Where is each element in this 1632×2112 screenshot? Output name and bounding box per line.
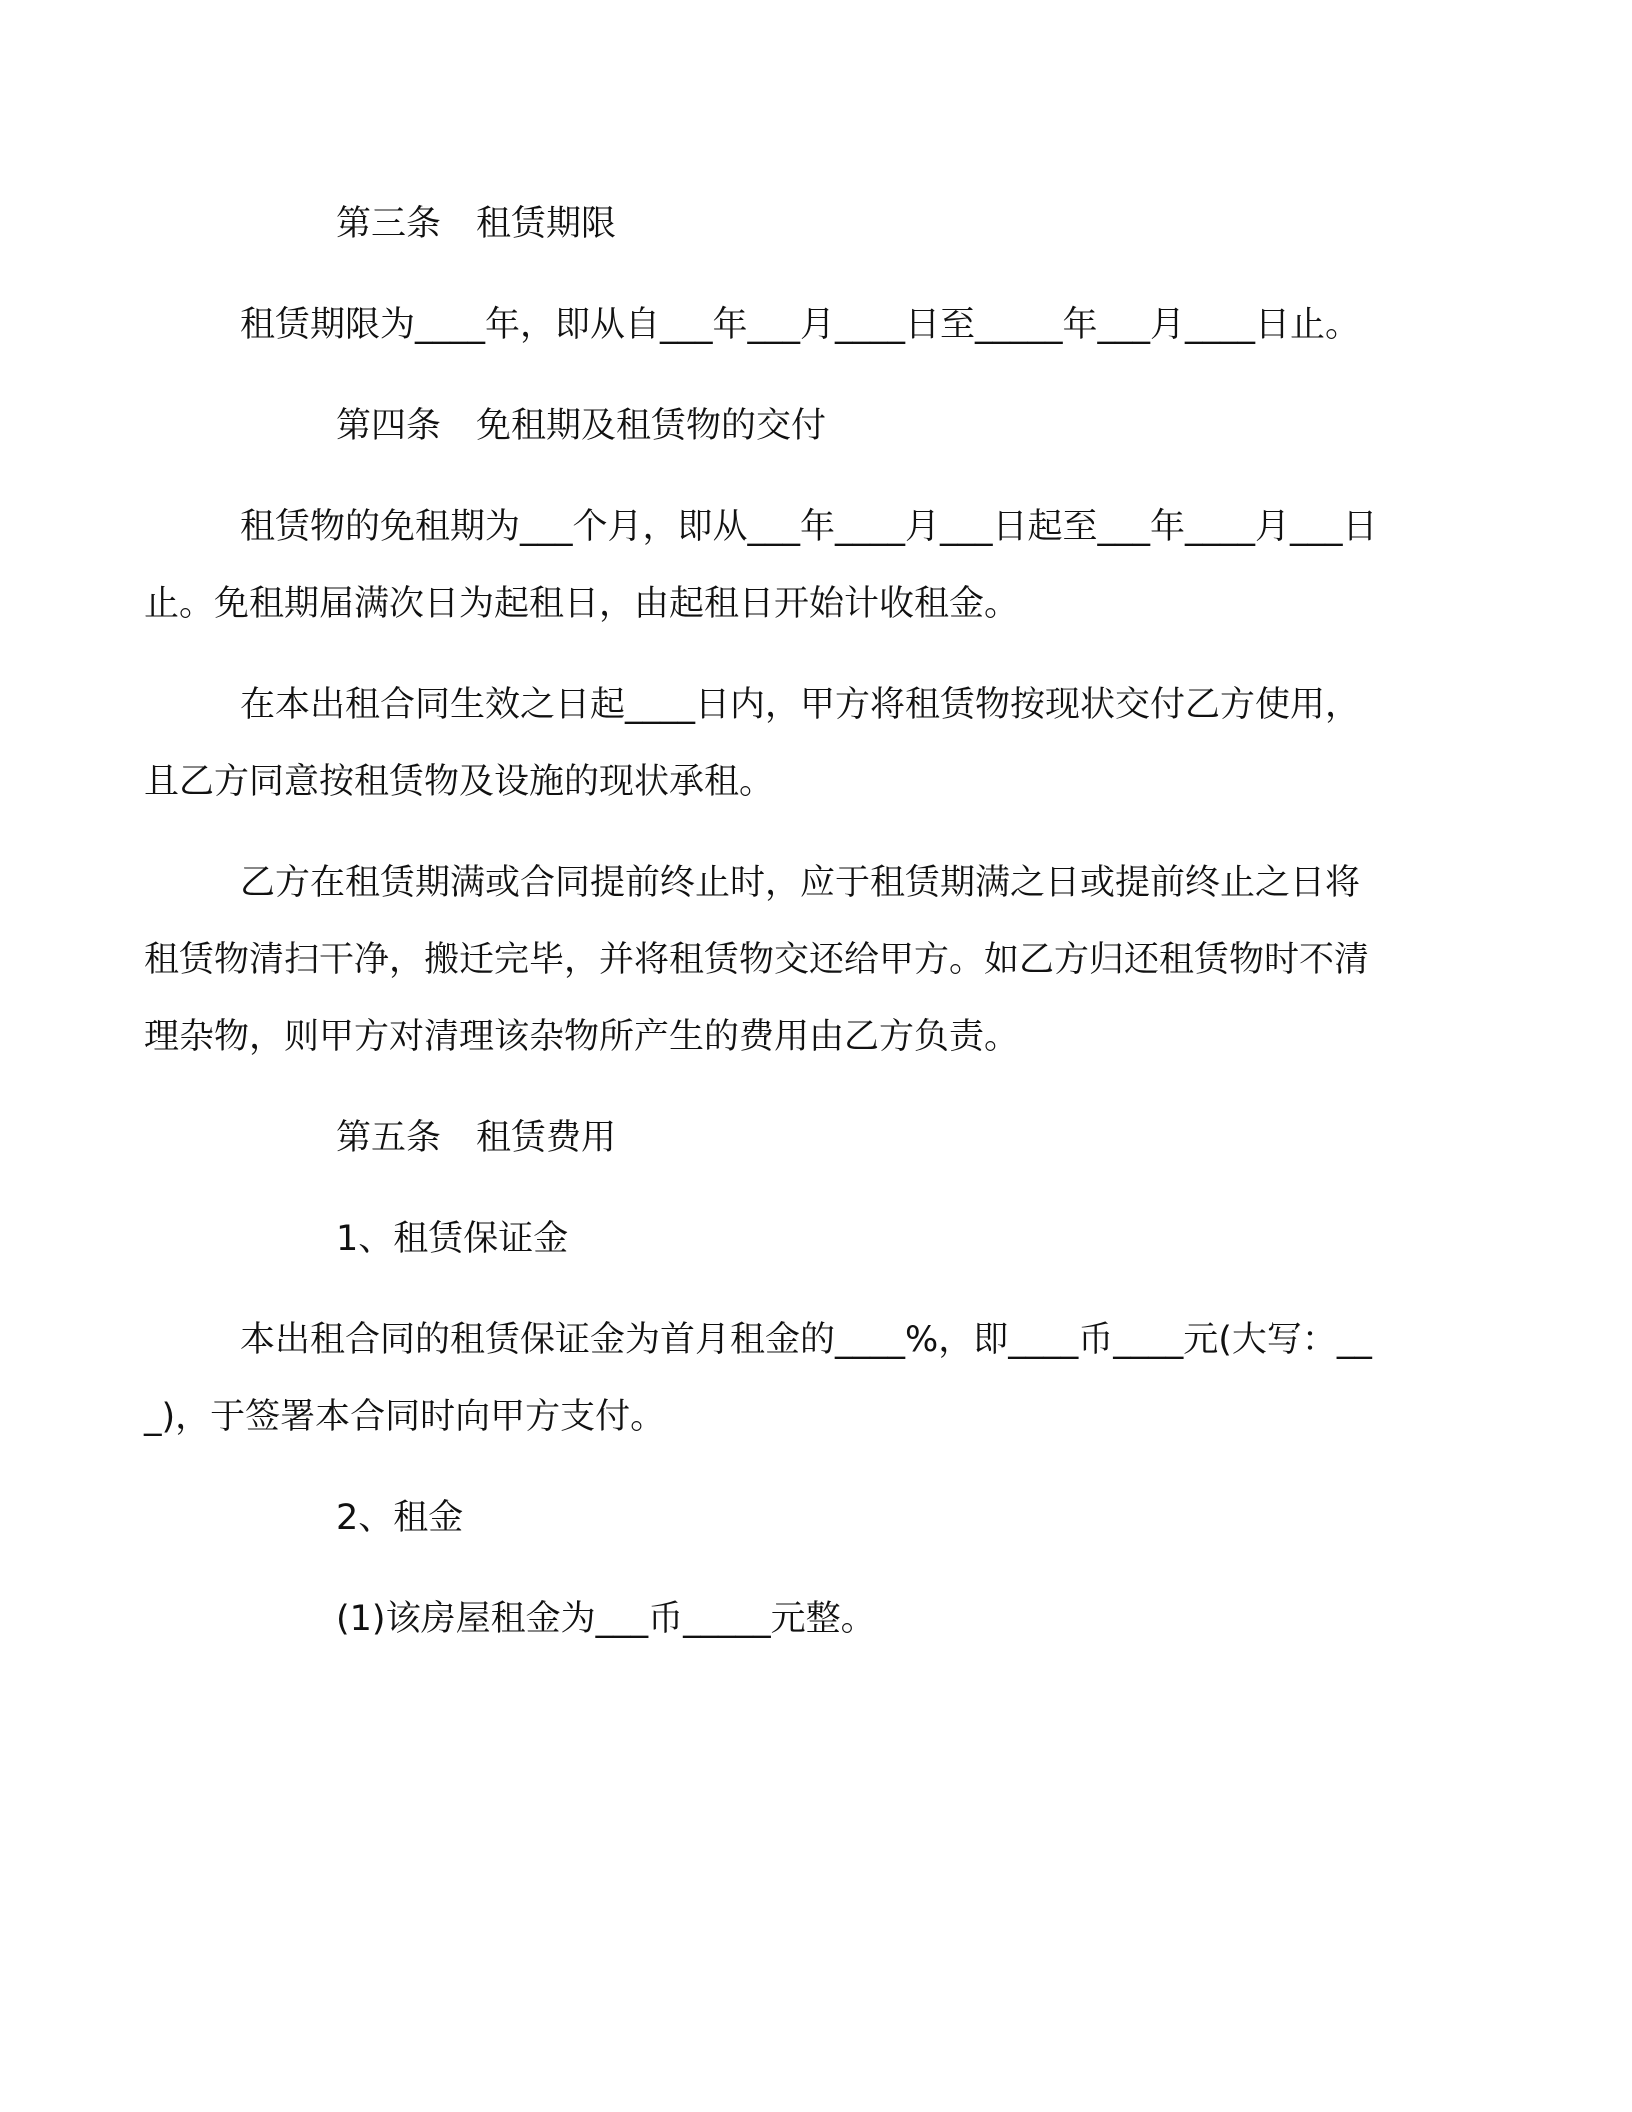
- article-4-return-paragraph: 乙方在租赁期满或合同提前终止时，应于租赁期满之日或提前终止之日将租赁物清扫干净，搬迁完毕，并将租赁物交还给甲方。如乙方归还租赁物时不清理杂物，则甲方对清理该杂物所产生的费用由乙方负责。: [144, 863, 1370, 1057]
- article-4-delivery-paragraph: 在本出租合同生效之日起____日内，甲方将租赁物按现状交付乙方使用，且乙方同意按租赁物及设施的现状承租。: [144, 685, 1361, 802]
- article-5-heading: 第五条 租赁费用: [336, 1118, 617, 1158]
- deposit-paragraph: 本出租合同的租赁保证金为首月租金的____%，即____币____元(大写：___)，于签署本合同时向甲方支付。: [144, 1320, 1372, 1437]
- article-4-heading: 第四条 免租期及租赁物的交付: [336, 406, 827, 446]
- rent-heading: 2、租金: [336, 1498, 464, 1538]
- rent-item-1: (1)该房屋租金为___币_____元整。: [336, 1599, 876, 1639]
- article-4-rent-free-paragraph: 租赁物的免租期为___个月，即从___年____月___日起至___年____月___日止。免租期届满次日为起租日，由起租日开始计收租金。: [144, 507, 1378, 624]
- article-3-term-paragraph: 租赁期限为____年，即从自___年___月____日至_____年___月____日止。: [240, 305, 1361, 345]
- contract-body: [144, 186, 1380, 1682]
- deposit-heading: 1、租赁保证金: [336, 1219, 569, 1259]
- article-3-heading: 第三条 租赁期限: [336, 204, 617, 244]
